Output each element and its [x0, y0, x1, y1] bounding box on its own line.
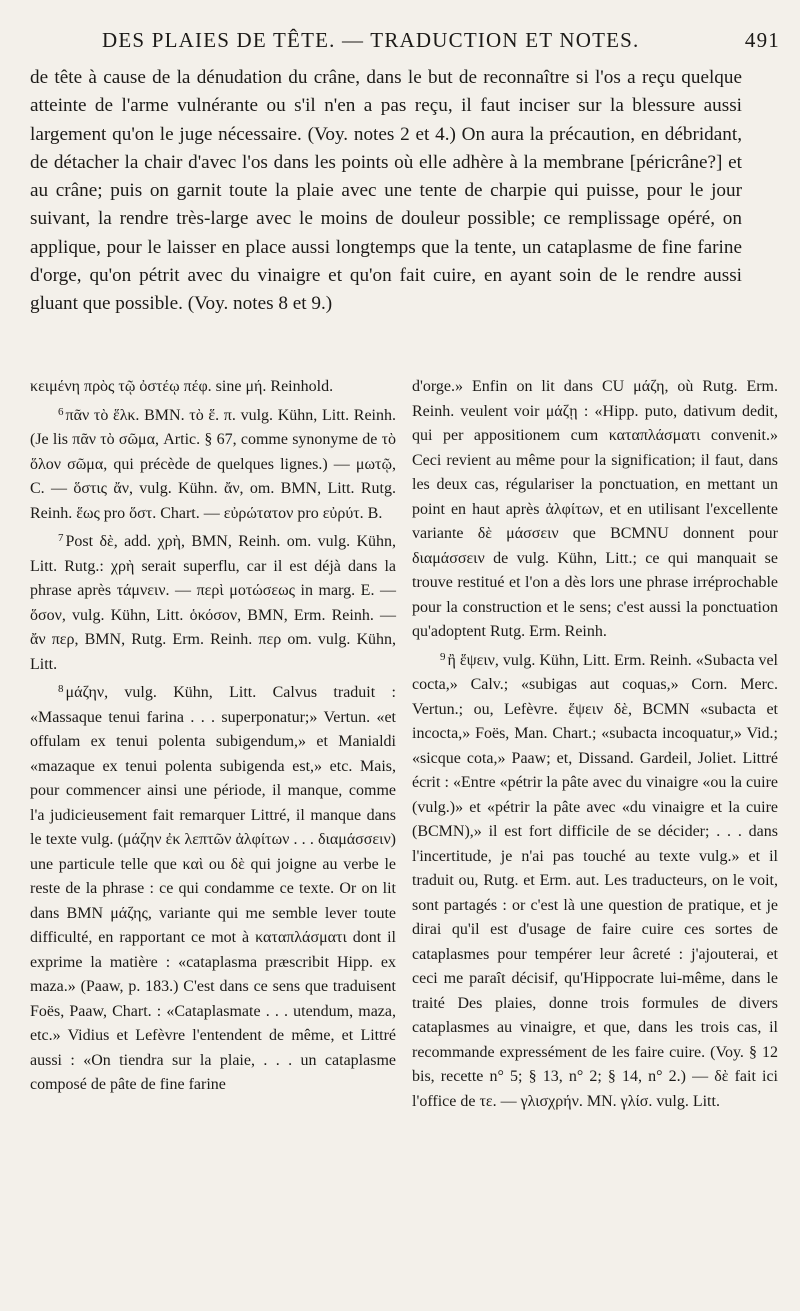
notes-right-column: [412, 375, 778, 1114]
note-text: d'orge.» Enfin on lit dans CU μάζη, où Rutg. Erm. Reinh. veulent voir μάζῃ : «Hipp. puto, dativum dedit, qui per appositionem cum καταπλάσματι convenit.» Ceci revient au même pour la signification; il faut, dans les deux cas, régulariser la ponctuation, en mettant un point en haut après ἀλφίτων, et en utilisant l'excellente variante δὲ μάσσειν que BCMNU donnent pour διαμάσσειν de vulg. Kühn, Litt.; ce qui manquait se trouve restitué et l'on a dès lors une phrase irréprochable pour la construction et le sens; c'est aussi la ponctuation qu'adoptent Rutg. Erm. Reinh.: [412, 378, 778, 640]
translation-text: [30, 64, 742, 319]
note-text: Post δὲ, add. χρὴ, BMN, Reinh. om. vulg. Kühn, Litt. Rutg.: χρὴ serait superflu, car il est déjà dans la phrase après τάμνειν. — περὶ μοτώσεως in marg. E. — ὅσον, vulg. Kühn, Litt. ὁκόσον, BMN, Erm. Reinh. — ἄν περ, BMN, Rutg. Erm. Reinh. περ om. vulg. Kühn, Litt.: [30, 533, 396, 673]
note-number: 9: [440, 650, 446, 663]
note-number: 6: [58, 405, 64, 418]
note-9: [412, 645, 778, 1115]
note-text: μάζην, vulg. Kühn, Litt. Calvus traduit : «Massaque tenui farina . . . superponatur;» Vertun. «et offulam ex tenui polenta subigendum,» et Manialdi «mazaque ex tenui polenta subigenda est,» etc. Mais, pour commencer ainsi une période, il manque, comme l'a judicieusement fait remarquer Littré, il manque dans le texte vulg. (μάζην ἐκ λεπτῶν ἀλφίτων . . . διαμάσσειν) une particule telle que καὶ ou δὲ qui joigne au verbe le reste de la phrase : ce qui condamme ce texte. Or on lit dans BMN μάζης, variante qui me semble lever toute difficulté, en rapportant ce mot à καταπλάσματι dont il exprime la matière : «cataplasma præscribit Hipp. ex maza.» (Paaw, p. 183.) C'est dans ce sens que traduisent Foës, Paaw, Chart. : «Cataplasmate . . . utendum, maza, etc.» Vidius et Lefèvre l'entendent de même, et Littré aussi : «On tiendra sur la plaie, . . . un cataplasme composé de pâte de fine farine: [30, 684, 396, 1093]
page-number: 491: [744, 28, 780, 52]
note-continuation: [30, 375, 396, 400]
note-number: 8: [58, 683, 64, 695]
note-8-continuation: [412, 375, 778, 645]
running-title: DES PLAIES DE TÊTE. — TRADUCTION ET NOTES.: [102, 28, 640, 52]
note-text: κειμένη πρὸς τῷ ὀστέῳ πέφ. sine μή. Reinhold.: [30, 378, 334, 395]
translation-paragraph: de tête à cause de la dénudation du crâne, dans le but de reconnaître si l'os a reçu quelque atteinte de l'arme vulnérante ou s'il n'en a pas reçu, il faut inciser sur la blessure aussi largement qu'on le juge nécessaire. (Voy. notes 2 et 4.) On aura la précaution, en débridant, de détacher la chair d'avec l'os dans les points où elle adhère à la membrane [péricrâne?] et au crâne; puis on garnit toute la plaie avec une tente de charpie qui puisse, pour le jour suivant, la rendre très-large avec le moins de douleur possible; ce remplissage opéré, on applique, pour le laisser en place aussi longtemps que la tente, un cataplasme de fine farine d'orge, qu'on pétrit avec du vinaigre et qu'on fait cuire, en ayant soin de le rendre aussi gluant que possible. (Voy. notes 8 et 9.): [30, 67, 742, 315]
note-number: 7: [58, 532, 64, 544]
notes-left-column: [30, 375, 396, 1114]
footnotes: [30, 375, 778, 1114]
running-head: [28, 28, 780, 60]
note-text: ἢ ἕψειν, vulg. Kühn, Litt. Erm. Reinh. «Subacta vel cocta,» Calv.; «subigas aut coquas,» Corn. Merc. Vertun.; ou, Lefèvre. ἕψειν δὲ, BCMN «subacta et incocta,» Foës, Man. Chart.; «subacta incoquatur,» Vid.; «sicque cota,» Paaw; et, Dissand. Gardeil, Joliet. Littré écrit : «Entre «pétrir la pâte avec du vinaigre «ou la cuire (vulg.)» et «pétrir la pâte avec «du vinaigre et la cuire (BCMN),» il est fort difficile de se décider; . . . dans l'incertitude, je n'ai pas touché au texte vulg.» et il traduit ou, Rutg. et Erm. aut. Les traducteurs, on le voit, sont partagés : or c'est là une question de pratique, et je dirai qu'il est d'usage de faire cuire ces sortes de cataplasmes pour tempérer leur âcreté : j'ajouterai, et ceci me paraît décisif, qu'Hippocrate lui-même, dans le traité Des plaies, donne trois formules de divers cataplasmes au vinaigre, et que, dans les trois cas, il recommande expressément de les faire cuire. (Voy. § 12 bis, recette n° 5; § 13, n° 2; § 14, n° 2.) — δὲ fait ici l'office de τε. — γλισχρήν. MN. γλίσ. vulg. Litt.: [412, 651, 778, 1110]
note-8: [30, 677, 396, 1098]
note-7: [30, 526, 396, 677]
note-text: πᾶν τὸ ἕλκ. BMN. τὸ ἕ. π. vulg. Kühn, Litt. Reinh. (Je lis πᾶν τὸ σῶμα, Artic. § 67, comme synonyme de τὸ ὅλον σῶμα, qui précède de quelques lignes.) — μωτῷ, C. — ὅστις ἄν, vulg. Kühn. ἄν, om. BMN, Litt. Rutg. Reinh. ἕως pro ὅστ. Chart. — εὐρώτατον pro εὐρύτ. B.: [30, 406, 396, 522]
note-6: [30, 400, 396, 527]
